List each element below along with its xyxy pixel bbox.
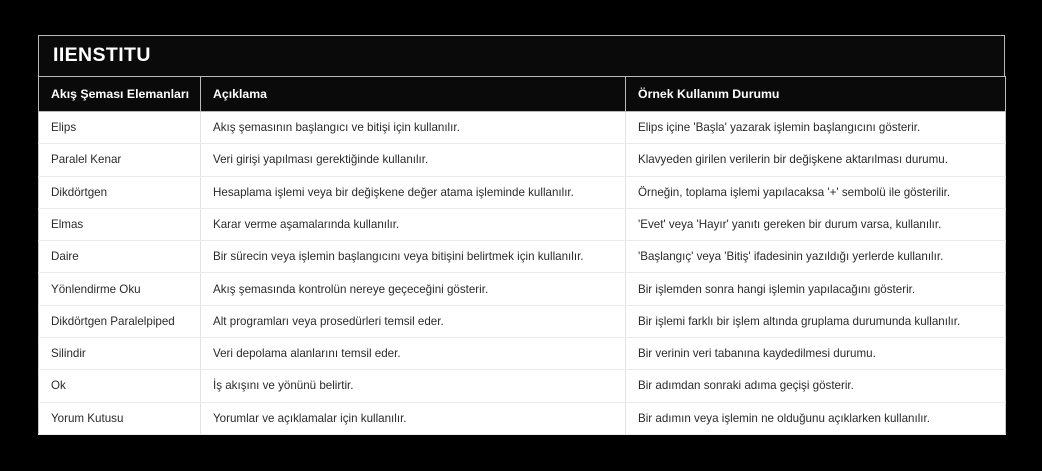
column-header-description: Açıklama xyxy=(201,77,626,112)
cell-description: Veri girişi yapılması gerektiğinde kullanılır. xyxy=(201,144,626,176)
cell-example: Bir işlemi farklı bir işlem altında gruplama durumunda kullanılır. xyxy=(626,305,1006,337)
cell-description: İş akışını ve yönünü belirtir. xyxy=(201,370,626,402)
cell-description: Akış şemasında kontrolün nereye geçeceğini gösterir. xyxy=(201,273,626,305)
table-row xyxy=(39,208,1006,240)
table-body xyxy=(39,112,1006,435)
cell-element: Elmas xyxy=(39,208,201,240)
table-header xyxy=(39,77,1006,112)
cell-element: Paralel Kenar xyxy=(39,144,201,176)
iienstitu-logo: IIENSTITU xyxy=(53,44,151,67)
cell-element: Elips xyxy=(39,112,201,144)
table-row xyxy=(39,338,1006,370)
cell-description: Akış şemasının başlangıcı ve bitişi için kullanılır. xyxy=(201,112,626,144)
cell-example: 'Başlangıç' veya 'Bitiş' ifadesinin yazıldığı yerlerde kullanılır. xyxy=(626,241,1006,273)
cell-element: Silindir xyxy=(39,338,201,370)
cell-element: Yönlendirme Oku xyxy=(39,273,201,305)
flowchart-elements-card xyxy=(38,35,1005,435)
table-row xyxy=(39,370,1006,402)
cell-description: Yorumlar ve açıklamalar için kullanılır. xyxy=(201,402,626,434)
table-row xyxy=(39,273,1006,305)
brand-header-bar xyxy=(38,35,1005,76)
cell-example: Örneğin, toplama işlemi yapılacaksa '+' sembolü ile gösterilir. xyxy=(626,176,1006,208)
cell-example: Elips içine 'Başla' yazarak işlemin başlangıcını gösterir. xyxy=(626,112,1006,144)
cell-example: Bir adımın veya işlemin ne olduğunu açıklarken kullanılır. xyxy=(626,402,1006,434)
column-header-element: Akış Şeması Elemanları xyxy=(39,77,201,112)
cell-description: Alt programları veya prosedürleri temsil eder. xyxy=(201,305,626,337)
flowchart-elements-table xyxy=(38,76,1006,435)
table-row xyxy=(39,144,1006,176)
cell-example: Bir işlemden sonra hangi işlemin yapılacağını gösterir. xyxy=(626,273,1006,305)
cell-description: Veri depolama alanlarını temsil eder. xyxy=(201,338,626,370)
table-row xyxy=(39,112,1006,144)
cell-element: Dikdörtgen Paralelpiped xyxy=(39,305,201,337)
cell-example: 'Evet' veya 'Hayır' yanıtı gereken bir durum varsa, kullanılır. xyxy=(626,208,1006,240)
cell-description: Karar verme aşamalarında kullanılır. xyxy=(201,208,626,240)
table-row xyxy=(39,176,1006,208)
cell-description: Hesaplama işlemi veya bir değişkene değer atama işleminde kullanılır. xyxy=(201,176,626,208)
cell-element: Ok xyxy=(39,370,201,402)
table-row xyxy=(39,305,1006,337)
cell-example: Klavyeden girilen verilerin bir değişkene aktarılması durumu. xyxy=(626,144,1006,176)
cell-element: Dikdörtgen xyxy=(39,176,201,208)
table-header-row xyxy=(39,77,1006,112)
cell-example: Bir adımdan sonraki adıma geçişi gösterir. xyxy=(626,370,1006,402)
column-header-example: Örnek Kullanım Durumu xyxy=(626,77,1006,112)
cell-description: Bir sürecin veya işlemin başlangıcını veya bitişini belirtmek için kullanılır. xyxy=(201,241,626,273)
cell-element: Yorum Kutusu xyxy=(39,402,201,434)
cell-example: Bir verinin veri tabanına kaydedilmesi durumu. xyxy=(626,338,1006,370)
cell-element: Daire xyxy=(39,241,201,273)
table-row xyxy=(39,402,1006,434)
table-row xyxy=(39,241,1006,273)
